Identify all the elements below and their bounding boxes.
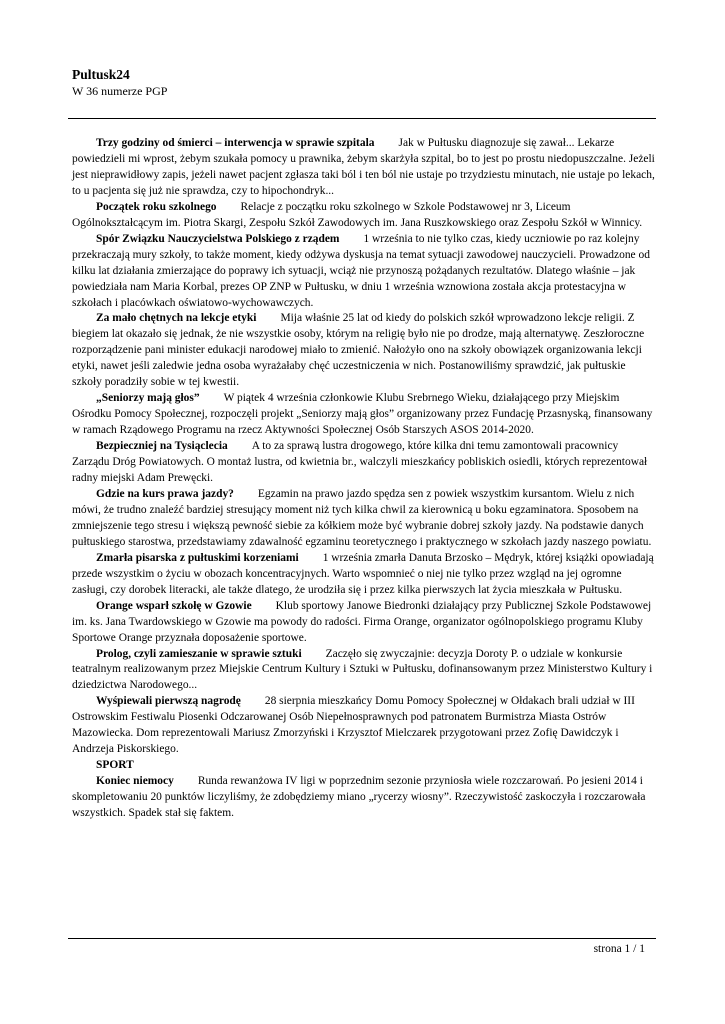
article-item	[72, 391, 658, 439]
article-list	[72, 136, 658, 822]
article-text: Runda rewanżowa IV ligi w poprzednim sezonie przyniosła wiele rozczarowań. Po jesieni 2014 i skompletowaniu 20 punktów liczyliśmy, że zdobędziemy miano „rycerzy wiosny”. Rzeczywistość zaskoczyła i rozczarowała wszystkich. Spadek stał się faktem.	[72, 775, 646, 820]
article-title: Trzy godziny od śmierci – interwencja w sprawie szpitala	[96, 137, 375, 149]
article-text: Relacje z początku roku szkolnego w Szkole Podstawowej nr 3, Liceum Ogólnokształcącym im. Piotra Skargi, Zespołu Szkół Zawodowych im. Jana Ruszkowskiego oraz Zespołu Szkół w Winnicy.	[72, 200, 643, 229]
article-title: „Seniorzy mają głos”	[96, 392, 200, 405]
article-text: Mija właśnie 25 lat od kiedy do polskich szkół wprowadzono lekcje religii. Z biegiem lat okazało się jednak, że nie wszystkie osoby, którym na religię było nie po drodze, mają alternatywę. Zeszłoroczne rozporządzenie pani minister edukacji narodowej miało to zmienić. Nałożyło ono na szkoły obowiązek organizowania lekcji etyki, nawet jeśli zaledwie jedna osoba wyrażałaby chęć uczestniczenia w nich. Postanowiliśmy sprawdzić, jak pułtuskie szkoły poradziły sobie w tej kwestii.	[72, 312, 645, 389]
article-text: 1 września zmarła Danuta Brzosko – Mędryk, której książki opowiadają przede wszystkim o życiu w obozach koncentracyjnych. Warto wspomnieć o niej nie tylko przez wzgląd na jej ogromne zasługi, czy dorobek literacki, ale także dlatego, że urodziła się i przez kilka pierwszych lat życia mieszkała w Pułtusku.	[72, 551, 654, 596]
article-title: Prolog, czyli zamieszanie w sprawie sztuki	[96, 647, 302, 660]
article-item	[72, 774, 658, 822]
article-title: Orange wsparł szkołę w Gzowie	[96, 599, 252, 612]
article-text: Klub sportowy Janowe Biedronki działający przy Publicznej Szkole Podstawowej im. ks. Jana Twardowskiego w Gzowie ma powody do radości. Firma Orange, organizator ogólnopolskiego programu Kluby Sportowe Orange przyznała doposażenie sportowe.	[72, 599, 652, 644]
article-item	[72, 487, 658, 551]
header-divider	[68, 118, 656, 119]
article-item	[72, 311, 658, 391]
article-item	[72, 439, 658, 487]
article-text: Zaczęło się zwyczajnie: decyzja Doroty P. o udziale w konkursie teatralnym realizowanym przez Miejskie Centrum Kultury i Sztuki w Pułtusku, dofinansowanym przez Ministerstwo Kultury i dziedzictwa Narodowego...	[72, 647, 653, 692]
article-title: Gdzie na kurs prawa jazdy?	[96, 487, 234, 500]
article-text: W piątek 4 września członkowie Klubu Srebrnego Wieku, działającego przy Miejskim Ośrodku Pomocy Społecznej, rozpoczęli projekt „Seniorzy mają głos” organizowany przez Fundację Przasnyską, finansowany w ramach Rządowego Programu na rzecz Aktywności Społecznej Osób Starszych ASOS 2014-2020.	[72, 392, 653, 437]
article-item	[72, 694, 658, 758]
article-title: Zmarła pisarska z pułtuskimi korzeniami	[96, 551, 299, 564]
article-title: Bezpieczniej na Tysiąclecia	[96, 440, 228, 453]
article-item	[72, 647, 658, 695]
article-title: Za mało chętnych na lekcje etyki	[96, 312, 257, 325]
article-item	[72, 551, 658, 599]
article-text: 1 września to nie tylko czas, kiedy uczniowie po raz kolejny przekraczają mury szkoły, to także moment, kiedy odżywa dyskusja na temat sytuacji zawodowej nauczycieli. Prowadzone od kilku lat działania zmierzające do poprawy ich sytuacji, wciąż nie przynoszą pożądanych rezultatów. Dlatego właśnie – jak powiedziała nam Maria Korbal, prezes OP ZNP w Pułtusku, w dniu 1 września wznowiona została akcja protestacyjna w szkołach i placówkach oświatowo-wychowawczych.	[72, 232, 650, 309]
section-heading-sport: SPORT	[96, 759, 134, 772]
article-item	[72, 599, 658, 647]
article-item	[72, 136, 658, 200]
article-title: Spór Związku Nauczycielstwa Polskiego z rządem	[96, 232, 340, 245]
article-text: Jak w Pułtusku diagnozuje się zawał... Lekarze powiedzieli mi wprost, żebym szukała pomocy u prawnika, żebym skarżyła szpital, bo to jest po prostu niedopuszczalne. Jeżeli jest nieprawidłowy zapis, jeżeli nawet pacjent zgłasza taki ból i ten ból nie ustaje po trzydziestu minutach, nie ustaje po lekach, to u pacjenta się już nie sprawdza, czy to hipochondryk...	[72, 137, 655, 197]
article-text: A to za sprawą lustra drogowego, które kilka dni temu zamontowali pracownicy Zarządu Dróg Powiatowych. O montaż lustra, od kwietnia br., walczyli mieszkańcy pobliskich osiedli, których reprezentował radny miejski Adam Prewęcki.	[72, 440, 648, 485]
article-title: Początek roku szkolnego	[96, 200, 217, 213]
footer-divider	[68, 938, 656, 939]
article-item	[72, 200, 658, 232]
article-title: Wyśpiewali pierwszą nagrodę	[96, 695, 241, 708]
page-number: strona 1 / 1	[593, 943, 645, 955]
article-text: 28 sierpnia mieszkańcy Domu Pomocy Społecznej w Ołdakach brali udział w III Ostrowskim Festiwalu Piosenki Odczarowanej Osób Niepełnosprawnych pod patronatem Burmistrza Miasta Ostrów Mazowiecka. Dom reprezentowali Mariusz Zmorzyński i Krzysztof Mielczarek przygotowani przez Zofię Dawidczyk i Andrzeja Piskorskiego.	[72, 695, 635, 756]
site-title: Pultusk24	[72, 67, 130, 82]
article-text: Egzamin na prawo jazdo spędza sen z powiek wszystkim kursantom. Wielu z nich mówi, że trudno znaleźć bardziej stresujący moment niż tych kilka chwil za kierownicą u boku egzaminatora. Sposobem na zmniejszenie tego stresu i większą pewność siebie za kółkiem może być wybranie dobrej szkoły jazdy. Na podstawie danych pułtuskiego starostwa, przedstawiamy zdawalność egzaminu teoretycznego i praktycznego w szkołach jazdy naszego powiatu.	[72, 487, 652, 548]
article-title: Koniec niemocy	[96, 775, 174, 788]
issue-subtitle: W 36 numerze PGP	[72, 84, 168, 98]
article-item	[72, 232, 658, 312]
document-header	[72, 66, 167, 99]
